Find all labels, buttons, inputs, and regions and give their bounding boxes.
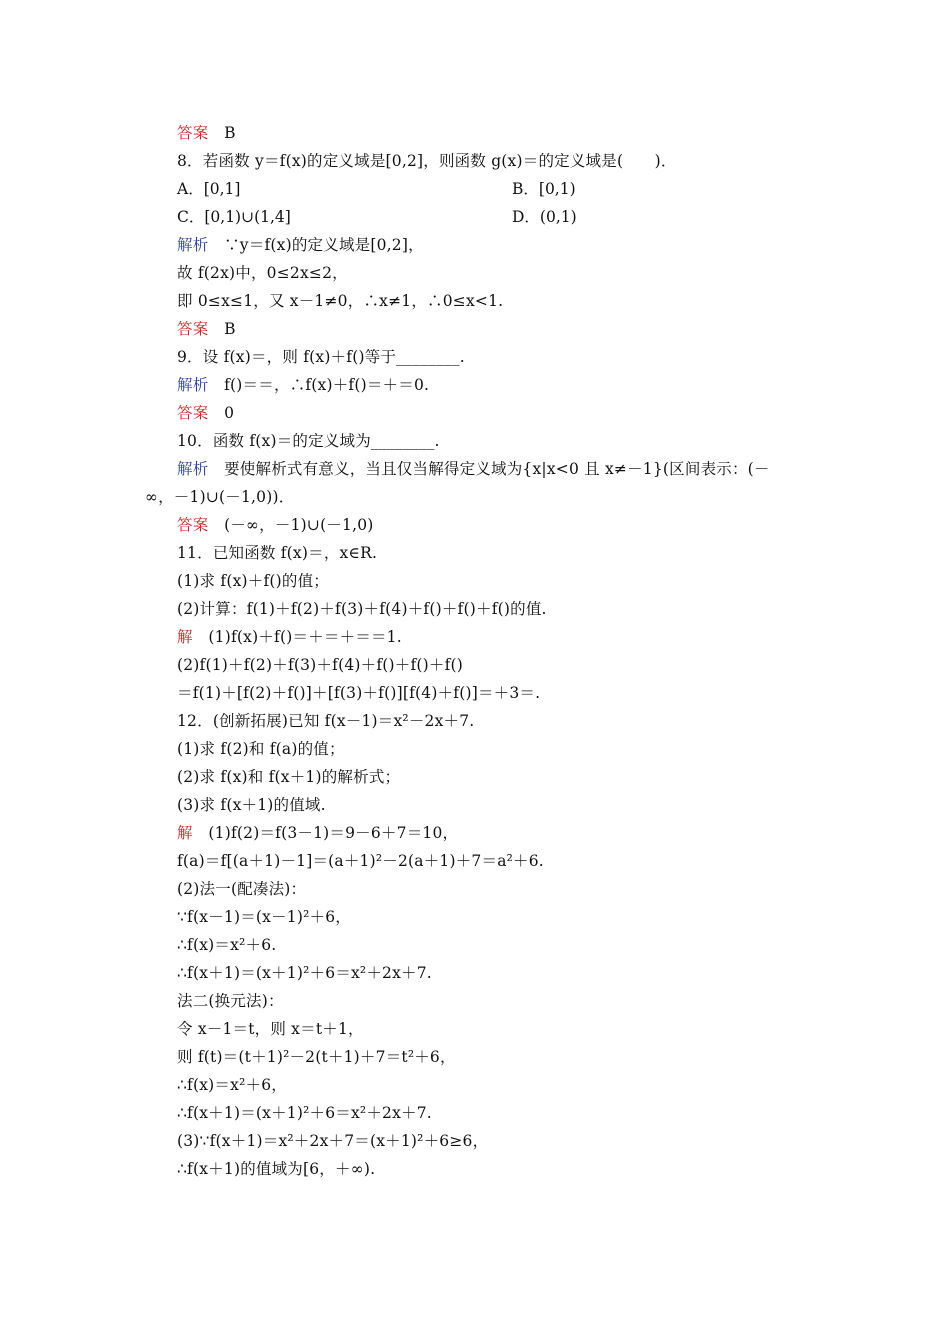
text-line: 令 x－1＝t，则 x＝t＋1，: [177, 1020, 364, 1038]
analysis-tag: 解析: [177, 236, 209, 254]
analysis-line: [177, 235, 424, 255]
analysis-tag: 解析: [177, 376, 209, 394]
analysis-tag: 解析: [177, 460, 209, 478]
question-8: 8．若函数 y＝f(x)的定义域是[0,2]，则函数 g(x)＝的定义域是( )．: [177, 152, 677, 170]
text-line: (1)求 f(2)和 f(a)的值；: [177, 740, 345, 758]
answer-line: [177, 515, 374, 535]
analysis-text: f()＝＝，∴f(x)＋f()＝＋＝0.: [224, 376, 430, 394]
text-line: 故 f(2x)中，0≤2x≤2，: [177, 264, 348, 282]
option-a: A．[0,1]: [177, 180, 241, 198]
solution-tag: 解: [177, 824, 193, 842]
answer-value: (－∞，－1)∪(－1,0): [224, 516, 374, 534]
solution-line: [177, 627, 402, 647]
option-c: C．[0,1)∪(1,4]: [177, 208, 291, 226]
text-line: (2)f(1)＋f(2)＋f(3)＋f(4)＋f()＋f()＋f(): [177, 656, 464, 674]
text-line: (1)求 f(x)＋f()的值；: [177, 572, 329, 590]
answer-line: [177, 319, 236, 339]
text-line: 则 f(t)＝(t＋1)²－2(t＋1)＋7＝t²＋6，: [177, 1048, 456, 1066]
solution-text: (1)f(2)＝f(3－1)＝9－6＋7＝10，: [208, 824, 459, 842]
analysis-text: 要使解析式有意义，当且仅当解得定义域为{x|x<0 且 x≠－1}(区间表示：(－: [224, 460, 770, 478]
text-line: ∴f(x)＝x²＋6，: [177, 1076, 287, 1094]
answer-tag: 答案: [177, 320, 209, 338]
option-d: D．(0,1): [512, 208, 577, 226]
text-line: 即 0≤x≤1，又 x－1≠0，∴x≠1，∴0≤x<1.: [177, 292, 504, 310]
analysis-line: [177, 459, 770, 479]
text-line: ∴f(x＋1)＝(x＋1)²＋6＝x²＋2x＋7.: [177, 1104, 432, 1122]
text-line: (2)法一(配凑法)：: [177, 880, 307, 898]
answer-line: [177, 123, 236, 143]
text-line: 法二(换元法)：: [177, 992, 284, 1010]
text-line: ∴f(x＋1)的值域为[6，＋∞).: [177, 1160, 376, 1178]
question-10: 10．函数 f(x)＝的定义域为________.: [177, 432, 440, 450]
question-12: 12．(创新拓展)已知 f(x－1)＝x²－2x＋7.: [177, 712, 475, 730]
text-line: ∵f(x－1)＝(x－1)²＋6，: [177, 908, 351, 926]
answer-tag: 答案: [177, 124, 209, 142]
text-line: (2)求 f(x)和 f(x＋1)的解析式；: [177, 768, 401, 786]
analysis-text: ∵y＝f(x)的定义域是[0,2]，: [224, 236, 424, 254]
solution-tag: 解: [177, 628, 193, 646]
option-b: B．[0,1): [512, 180, 576, 198]
text-line: f(a)＝f[(a＋1)－1]＝(a＋1)²－2(a＋1)＋7＝a²＋6.: [177, 852, 544, 870]
text-line: (3)求 f(x＋1)的值域.: [177, 796, 326, 814]
answer-value: B: [224, 124, 236, 142]
text-line: (3)∵f(x＋1)＝x²＋2x＋7＝(x＋1)²＋6≥6，: [177, 1132, 489, 1150]
text-line: ＝f(1)＋[f(2)＋f()]＋[f(3)＋f()][f(4)＋f()]＝＋3＝.: [177, 684, 541, 702]
analysis-line: [177, 375, 429, 395]
solution-text: (1)f(x)＋f()＝＋＝＋＝＝1.: [208, 628, 402, 646]
answer-tag: 答案: [177, 516, 209, 534]
answer-line: [177, 403, 234, 423]
text-line: ∞，－1)∪(－1,0))．: [145, 488, 295, 506]
text-line: (2)计算：f(1)＋f(2)＋f(3)＋f(4)＋f()＋f()＋f()的值.: [177, 600, 547, 618]
answer-tag: 答案: [177, 404, 209, 422]
text-line: ∴f(x＋1)＝(x＋1)²＋6＝x²＋2x＋7.: [177, 964, 432, 982]
solution-line: [177, 823, 458, 843]
answer-value: B: [224, 320, 236, 338]
question-11: 11．已知函数 f(x)＝，x∈R.: [177, 544, 378, 562]
text-line: ∴f(x)＝x²＋6.: [177, 936, 277, 954]
answer-value: 0: [224, 404, 235, 422]
question-9: 9．设 f(x)＝，则 f(x)＋f()等于________.: [177, 348, 465, 366]
